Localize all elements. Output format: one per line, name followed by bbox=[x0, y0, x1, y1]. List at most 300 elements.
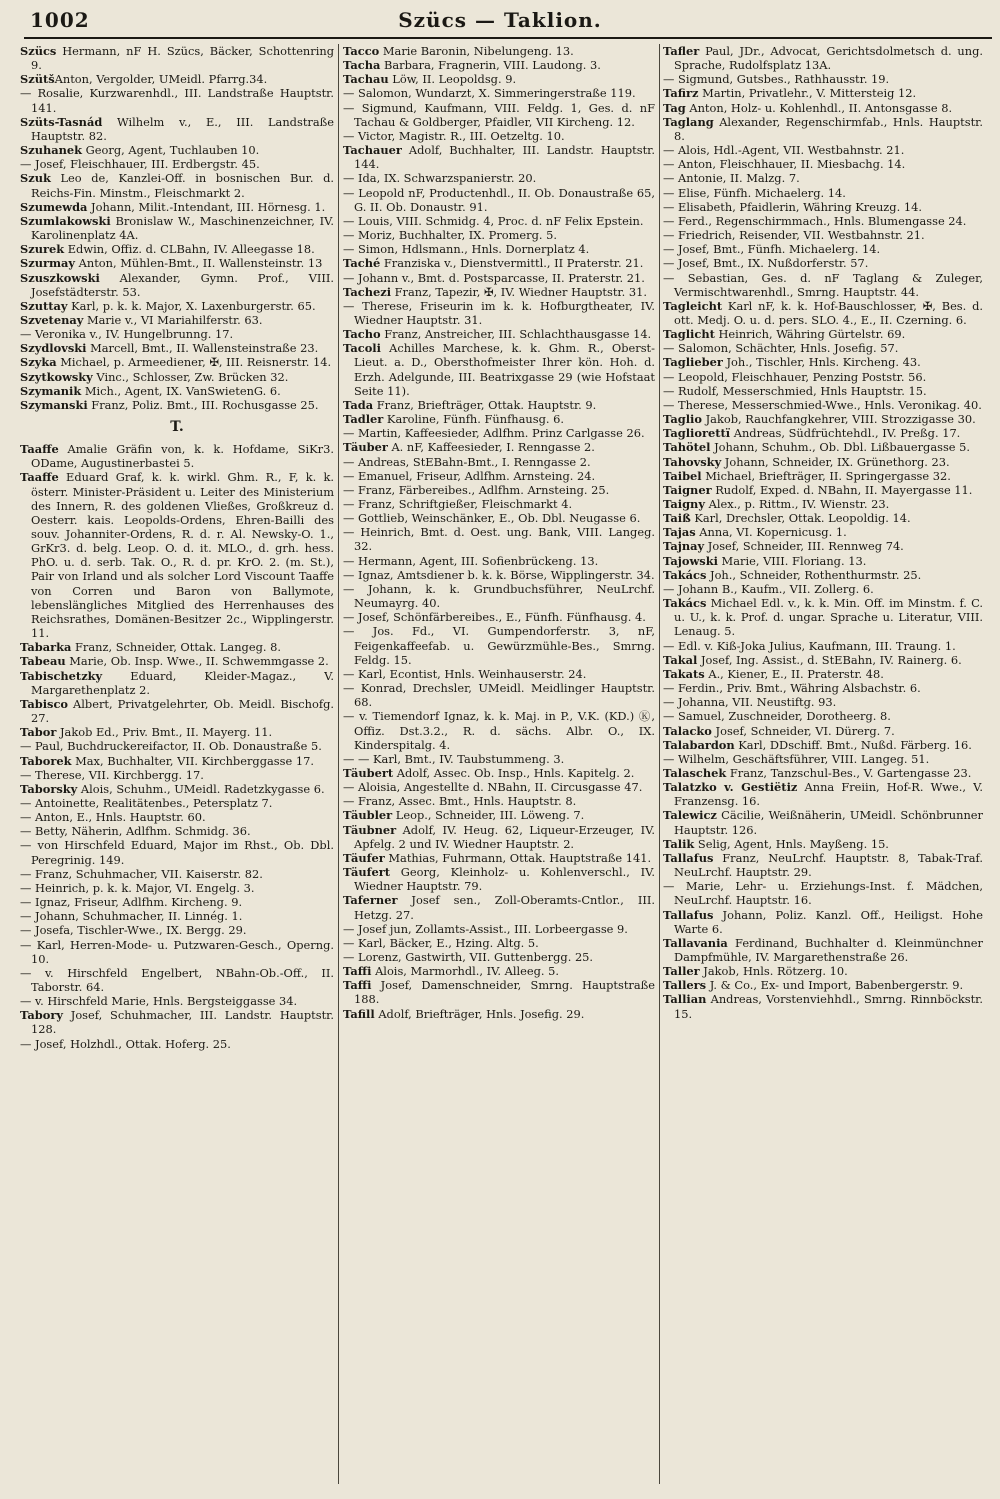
entry-surname: Täubert bbox=[343, 765, 394, 780]
directory-entry bbox=[20, 200, 334, 214]
directory-entry bbox=[20, 341, 334, 355]
entry-details: — Antoinette, Realitätenbes., Petersplatz 7. bbox=[20, 795, 273, 810]
directory-entry bbox=[663, 639, 983, 653]
entry-details: Achilles Marchese, k. k. Ghm. R., Oberst-Lieut. a. D., Obersthofmeister Ihrer kön. Hoh. d. Erzh. Adelgunde, III. Beatrixgasse 29 (wie Hofstaat Seite 11). bbox=[354, 341, 655, 398]
entry-details: Martin, Privatlehr., V. Mittersteig 12. bbox=[698, 86, 917, 101]
entry-details: Marie Baronin, Nibelungeng. 13. bbox=[379, 44, 574, 58]
entry-details: A. nF, Kaffeesieder, I. Renngasse 2. bbox=[387, 440, 595, 455]
entry-details: Josef, Damenschneider, Smrng. Hauptstraße 188. bbox=[354, 978, 655, 1007]
entry-surname: Tallavania bbox=[663, 935, 728, 950]
directory-entry bbox=[663, 72, 983, 86]
directory-entry bbox=[663, 455, 983, 469]
entry-details: Anna Freiin, Hof-R. Wwe., V. Franzensg. 16. bbox=[674, 780, 983, 809]
directory-entry bbox=[20, 313, 334, 327]
entry-details: — Franz, Schriftgießer, Fleischmarkt 4. bbox=[343, 497, 573, 511]
entry-details: Franz, Schneider, Ottak. Langeg. 8. bbox=[71, 640, 281, 655]
directory-entry bbox=[343, 780, 655, 794]
directory-entry bbox=[663, 398, 983, 412]
directory-entry bbox=[663, 752, 983, 766]
entry-details: — Therese, Friseurin im k. k. Hofburgtheater, IV. Wiedner Hauptstr. 31. bbox=[343, 298, 655, 327]
entry-details: — Louis, VIII. Schmidg. 4, Proc. d. nF Felix Epstein. bbox=[343, 213, 644, 228]
directory-entry bbox=[343, 72, 655, 86]
directory-entry bbox=[663, 780, 983, 808]
entry-surname: Talacko bbox=[663, 723, 712, 738]
entry-surname: Tafler bbox=[663, 44, 700, 58]
entry-surname: Tacho bbox=[343, 327, 381, 342]
directory-entry bbox=[20, 966, 334, 994]
directory-entry bbox=[20, 768, 334, 782]
directory-entry bbox=[663, 582, 983, 596]
entry-details: Franz, Briefträger, Ottak. Hauptstr. 9. bbox=[373, 397, 597, 412]
entry-details: — Anton, Fleischhauer, II. Miesbachg. 14. bbox=[663, 157, 906, 172]
entry-surname: Tada bbox=[343, 397, 374, 412]
entry-details: Max, Buchhalter, VII. Kirchberggasse 17. bbox=[71, 753, 314, 768]
entry-surname: Taglicht bbox=[663, 327, 715, 342]
directory-entry bbox=[663, 370, 983, 384]
directory-entry bbox=[343, 469, 655, 483]
directory-entry bbox=[343, 865, 655, 893]
directory-entry bbox=[663, 653, 983, 667]
entry-surname: Tallian bbox=[663, 992, 707, 1007]
directory-entry bbox=[343, 327, 655, 341]
entry-surname: Tachauer bbox=[343, 143, 402, 158]
entry-details: — Johanna, VII. Neustiftg. 93. bbox=[663, 695, 837, 710]
directory-entry bbox=[663, 596, 983, 638]
entry-details: Andreas, Vorstenviehhdl., Smrng. Rinnböckstr. 15. bbox=[674, 992, 983, 1021]
entry-details: — Karl, Econtist, Hnls. Weinhauserstr. 24. bbox=[343, 666, 587, 681]
directory-entry bbox=[663, 86, 983, 100]
entry-surname: Talewicz bbox=[663, 808, 717, 823]
entry-surname: Taglieber bbox=[663, 355, 723, 370]
entry-details: — Heinrich, Bmt. d. Oest. ung. Bank, VIII. Langeg. 32. bbox=[343, 525, 655, 554]
entry-surname: Szuhanek bbox=[20, 143, 83, 158]
entry-details: — Sigmund, Kaufmann, VIII. Feldg. 1, Ges. d. nF Tachau & Goldberger, Pfaidler, VII Kircheng. 12. bbox=[343, 100, 655, 129]
entry-surname: Szücs bbox=[20, 44, 57, 58]
directory-entry bbox=[20, 697, 334, 725]
entry-surname: Szyka bbox=[20, 355, 57, 370]
entry-details: — Franz, Färbereibes., Adlfhm. Arnsteing. 25. bbox=[343, 482, 610, 497]
directory-entry bbox=[343, 228, 655, 242]
directory-entry bbox=[663, 186, 983, 200]
entry-details: Wilhelm v., E., III. Landstraße Hauptstr. 82. bbox=[31, 114, 334, 143]
directory-entry bbox=[20, 299, 334, 313]
directory-entry bbox=[343, 525, 655, 553]
entry-details: Joh., Tischler, Hnls. Kircheng. 43. bbox=[722, 355, 921, 370]
entry-details: Anton, Mühlen-Bmt., II. Wallensteinstr. 13 bbox=[75, 256, 323, 271]
directory-entry bbox=[663, 115, 983, 143]
entry-surname: Tacco bbox=[343, 44, 380, 58]
entry-details: Cäcilie, Weißnäherin, UMeidl. Schönbrunner Hauptstr. 126. bbox=[674, 808, 983, 837]
entry-details: — Aloisia, Angestellte d. NBahn, II. Circusgasse 47. bbox=[343, 780, 643, 795]
entry-details: — Therese, VII. Kirchbergg. 17. bbox=[20, 767, 204, 782]
entry-details: Georg, Agent, Tuchlauben 10. bbox=[82, 143, 260, 158]
entry-details: Adolf, Buchhalter, III. Landstr. Hauptstr. 144. bbox=[354, 143, 655, 172]
entry-surname: Tafill bbox=[343, 1006, 375, 1021]
entry-surname: Tachezi bbox=[343, 284, 392, 299]
entry-surname: Täuber bbox=[343, 440, 388, 455]
directory-entry bbox=[663, 837, 983, 851]
directory-entry bbox=[663, 242, 983, 256]
directory-entry bbox=[663, 412, 983, 426]
entry-surname: Szurmay bbox=[20, 256, 76, 271]
entry-details: — Andreas, StEBahn-Bmt., I. Renngasse 2. bbox=[343, 454, 591, 469]
entry-details: Alois, Marmorhdl., IV. Alleeg. 5. bbox=[371, 964, 560, 979]
entry-details: Anton, Vergolder, UMeidl. Pfarrg.34. bbox=[54, 72, 268, 87]
entry-surname: Talabardon bbox=[663, 737, 735, 752]
directory-entry bbox=[343, 440, 655, 454]
directory-entry bbox=[343, 143, 655, 171]
running-head: Szücs — Taklion. bbox=[398, 8, 602, 32]
entry-details: Vinc., Schlosser, Zw. Brücken 32. bbox=[92, 369, 289, 384]
entry-details: — Samuel, Zuschneider, Dorotheerg. 8. bbox=[663, 709, 891, 724]
entry-surname: Szydlovski bbox=[20, 341, 87, 356]
entry-details: — Ignaz, Amtsdiener b. k. k. Börse, Wipplingerstr. 34. bbox=[343, 567, 655, 582]
entry-details: Adolf, Briefträger, Hnls. Josefig. 29. bbox=[374, 1006, 585, 1021]
directory-entry bbox=[20, 157, 334, 171]
entry-details: — Karl, Bäcker, E., Hzing. Altg. 5. bbox=[343, 935, 539, 950]
entry-details: — Josefa, Tischler-Wwe., IX. Bergg. 29. bbox=[20, 923, 247, 938]
entry-details: Alexander, Regenschirmfab., Hnls. Hauptstr. 8. bbox=[674, 114, 983, 143]
entry-details: — Simon, Hdlsmann., Hnls. Dornerplatz 4. bbox=[343, 242, 590, 257]
directory-entry bbox=[20, 725, 334, 739]
directory-entry bbox=[663, 157, 983, 171]
entry-details: — Hermann, Agent, III. Sofienbrückeng. 13. bbox=[343, 553, 599, 568]
entry-details: — Edl. v. Kiß-Joka Julius, Kaufmann, III. Traung. 1. bbox=[663, 638, 956, 653]
directory-entry bbox=[20, 398, 334, 412]
entry-surname: Szurek bbox=[20, 242, 65, 257]
entry-details: Alex., p. Rittm., IV. Wienstr. 23. bbox=[704, 497, 890, 511]
directory-entry bbox=[663, 738, 983, 752]
entry-details: — Josef jun, Zollamts-Assist., III. Lorbeergasse 9. bbox=[343, 921, 628, 936]
directory-entry bbox=[343, 214, 655, 228]
entry-surname: Tabisco bbox=[20, 696, 69, 711]
entry-details: Rudolf, Exped. d. NBahn, II. Mayergasse 11. bbox=[711, 482, 973, 497]
entry-surname: Szumlakowski bbox=[20, 213, 111, 228]
entry-details: — Ferdin., Priv. Bmt., Währing Alsbachstr. 6. bbox=[663, 681, 921, 696]
entry-details: — v. Hirschfeld Marie, Hnls. Bergsteiggasse 34. bbox=[20, 994, 298, 1009]
entry-details: Marcell, Bmt., II. Wallensteinstraße 23. bbox=[86, 341, 319, 356]
entry-surname: Tabarka bbox=[20, 640, 72, 655]
directory-entry bbox=[663, 171, 983, 185]
entry-details: — Lorenz, Gastwirth, VII. Guttenbergg. 25. bbox=[343, 950, 594, 964]
entry-details: Franz, Poliz. Bmt., III. Rochusgasse 25. bbox=[87, 397, 319, 412]
entry-surname: Tag bbox=[663, 100, 686, 115]
entry-details: — von Hirschfeld Eduard, Major im Rhst., Ob. Dbl. Peregrinig. 149. bbox=[20, 838, 334, 867]
entry-surname: Talik bbox=[663, 836, 695, 851]
entry-details: Jakob, Hnls. Rötzerg. 10. bbox=[699, 964, 848, 979]
directory-entry bbox=[343, 823, 655, 851]
entry-surname: Täufer bbox=[343, 850, 385, 865]
directory-entry bbox=[343, 242, 655, 256]
directory-entry bbox=[663, 539, 983, 553]
directory-entry bbox=[343, 341, 655, 398]
entry-surname: Taborsky bbox=[20, 781, 78, 796]
directory-entry bbox=[663, 964, 983, 978]
entry-details: — Franz, Assec. Bmt., Hnls. Hauptstr. 8. bbox=[343, 794, 577, 809]
entry-details: — Veronika v., IV. Hungelbrunng. 17. bbox=[20, 327, 234, 342]
directory-entry bbox=[343, 86, 655, 100]
entry-details: Franziska v., Dienstvermittl., II Praterstr. 21. bbox=[380, 256, 644, 271]
directory-entry bbox=[343, 497, 655, 511]
entry-surname: Tagliorettï bbox=[663, 426, 731, 441]
entry-surname: Tabeau bbox=[20, 654, 66, 669]
entry-details: Anton, Holz- u. Kohlenhdl., II. Antonsgasse 8. bbox=[685, 100, 953, 115]
entry-details: — Therese, Messerschmied-Wwe., Hnls. Veronikag. 40. bbox=[663, 397, 982, 412]
entry-details: — Emanuel, Friseur, Adlfhm. Arnsteing. 24. bbox=[343, 468, 596, 483]
entry-surname: Taferner bbox=[343, 893, 398, 908]
directory-entry bbox=[343, 271, 655, 285]
section-letter: T. bbox=[170, 419, 184, 436]
entry-details: — Josef, Fleischhauer, III. Erdbergstr. 45. bbox=[20, 157, 260, 172]
entry-details: — Johann v., Bmt. d. Postsparcasse, II. Praterstr. 21. bbox=[343, 270, 645, 285]
entry-details: — Konrad, Drechsler, UMeidl. Meidlinger Hauptstr. 68. bbox=[343, 681, 655, 710]
directory-entry bbox=[343, 681, 655, 709]
entry-details: Eduard, Kleider-Magaz., V. Margarethenplatz 2. bbox=[31, 668, 334, 697]
entry-details: Eduard Graf, k. k. wirkl. Ghm. R., F, k. k. österr. Minister-Präsident u. Leiter des Ministerium des Innern, R. des goldenen Vließes, Großkreuz d. Oesterr. kais. Leopolds-Ordens, Ehren-Bailli des souv. Johanniter-Ordens, R. d. r. Al. Newsky-O. 1., GrKr3. d. belg. Leop. O. d. it. MLO., d. grh. hess. PhO. u. d. serb. Tak. O., R. d. pr. KrO. 2. (m. St.), Pair von Irland und als solcher Lord Viscount Taaffe von Corren und Baron von Ballymote, lebenslängliches Mitglied des Herrenhauses des Reichsrathes, Domänen-Besitzer 2c., Wipplingerstr. 11. bbox=[31, 470, 334, 641]
entry-details: — Sigmund, Gutsbes., Rathhausstr. 19. bbox=[663, 72, 890, 87]
entry-details: — Antonie, II. Malzg. 7. bbox=[663, 171, 800, 186]
directory-entry bbox=[343, 568, 655, 582]
directory-entry bbox=[20, 640, 334, 654]
entry-details: — v. Hirschfeld Engelbert, NBahn-Ob.-Off., II. Taborstr. 64. bbox=[20, 965, 334, 994]
entry-details: — Salomon, Schächter, Hnls. Josefig. 57. bbox=[663, 341, 899, 356]
directory-entry bbox=[343, 44, 655, 58]
entry-surname: Szymanik bbox=[20, 383, 82, 398]
entry-details: — v. Tiemendorf Ignaz, k. k. Maj. in P., V.K. (KD.) Ⓚ, Offiz. Dst.3.2., R. d. sächs. Albr. O., IX. Kinderspitalg. 4. bbox=[343, 709, 655, 752]
directory-entry bbox=[343, 766, 655, 780]
entry-surname: Taaffe bbox=[20, 442, 59, 457]
entry-details: Franz, Tanzschul-Bes., V. Gartengasse 23. bbox=[726, 765, 972, 780]
directory-entry bbox=[20, 810, 334, 824]
directory-entry bbox=[343, 455, 655, 469]
entry-details: — Rudolf, Messerschmied, Hnls Hauptstr. 15. bbox=[663, 383, 927, 398]
directory-entry bbox=[20, 796, 334, 810]
entry-details: Jakob, Rauchfangkehrer, VIII. Strozzigasse 30. bbox=[701, 412, 976, 427]
entry-details: Leop., Schneider, III. Löweng. 7. bbox=[392, 808, 585, 823]
directory-entry bbox=[663, 200, 983, 214]
directory-entry bbox=[663, 992, 983, 1020]
entry-surname: Tafirz bbox=[663, 86, 699, 101]
directory-entry bbox=[343, 1007, 655, 1021]
entry-details: Johann, Schneider, IX. Grünethorg. 23. bbox=[721, 454, 950, 469]
entry-surname: Szuk bbox=[20, 171, 51, 186]
entry-details: Löw, II. Leopoldsg. 9. bbox=[388, 72, 517, 87]
directory-entry bbox=[663, 525, 983, 539]
entry-details: Michael, Briefträger, II. Springergasse 32. bbox=[701, 468, 951, 483]
directory-entry bbox=[20, 72, 334, 86]
directory-entry bbox=[343, 171, 655, 185]
directory-entry bbox=[343, 978, 655, 1006]
directory-entry bbox=[663, 667, 983, 681]
directory-entry bbox=[343, 922, 655, 936]
directory-entry bbox=[343, 808, 655, 822]
column-3 bbox=[663, 44, 983, 1484]
entry-details: — Moriz, Buchhalter, IX. Promerg. 5. bbox=[343, 228, 558, 243]
directory-entry bbox=[20, 214, 334, 242]
entry-details: Michael Edl. v., k. k. Min. Off. im Minstm. f. C. u. U., k. k. Prof. d. ungar. Sprache u. Literatur, VIII. Lenaug. 5. bbox=[674, 596, 983, 639]
entry-details: Barbara, Fragnerin, VIII. Laudong. 3. bbox=[380, 58, 601, 73]
entry-surname: Tacoli bbox=[343, 341, 381, 356]
entry-surname: Tadler bbox=[343, 412, 384, 427]
entry-surname: Taglio bbox=[663, 412, 702, 427]
entry-surname: Tahötel bbox=[663, 440, 711, 455]
entry-surname: Szüts-Tasnád bbox=[20, 114, 103, 129]
directory-entry bbox=[20, 881, 334, 895]
entry-details: — Friedrich, Reisender, VII. Westbahnstr. 21. bbox=[663, 228, 925, 243]
directory-entry bbox=[20, 782, 334, 796]
directory-entry bbox=[343, 709, 655, 751]
directory-entry bbox=[343, 285, 655, 299]
directory-entry bbox=[20, 895, 334, 909]
entry-details: — Ignaz, Friseur, Adlfhm. Kircheng. 9. bbox=[20, 895, 243, 910]
directory-entry bbox=[343, 398, 655, 412]
entry-details: — Jos. Fd., VI. Gumpendorferstr. 3, nF, Feigenkaffeefab. u. Gewürzmühle-Bes., Smrng. Feldg. 15. bbox=[343, 624, 655, 667]
entry-details: — Rosalie, Kurzwarenhdl., III. Landstraße Hauptstr. 141. bbox=[20, 86, 334, 115]
entry-surname: Takats bbox=[663, 666, 705, 681]
entry-details: Jakob Ed., Priv. Bmt., II. Mayerg. 11. bbox=[56, 725, 273, 740]
entry-details: — Elisabeth, Pfaidlerin, Währing Kreuzg. 14. bbox=[663, 199, 922, 214]
directory-entry bbox=[343, 554, 655, 568]
entry-surname: Täubner bbox=[343, 822, 397, 837]
entry-details: Karl, Drechsler, Ottak. Leopoldig. 14. bbox=[690, 511, 911, 526]
entry-details: Paul, JDr., Advocat, Gerichtsdolmetsch d. ung. Sprache, Rudolfsplatz 13A. bbox=[674, 44, 983, 73]
directory-entry bbox=[663, 978, 983, 992]
entry-surname: Szuttay bbox=[20, 298, 68, 313]
directory-entry bbox=[20, 654, 334, 668]
directory-entry bbox=[20, 739, 334, 753]
entry-details: Heinrich, Währing Gürtelstr. 69. bbox=[714, 327, 906, 342]
entry-details: Johann, Poliz. Kanzl. Off., Heiligst. Hohe Warte 6. bbox=[674, 907, 983, 936]
directory-entry bbox=[343, 582, 655, 610]
entry-details: Georg, Kleinholz- u. Kohlenverschl., IV. Wiedner Hauptstr. 79. bbox=[354, 865, 655, 894]
directory-entry bbox=[20, 938, 334, 966]
entry-surname: Tacha bbox=[343, 58, 381, 73]
entry-surname: Taché bbox=[343, 256, 381, 271]
directory-entry bbox=[20, 384, 334, 398]
entry-details: Alois, Schuhm., UMeidl. Radetzkygasse 6. bbox=[77, 781, 325, 796]
entry-details: Amalie Gräfin von, k. k. Hofdame, SiKr3. ODame, Augustinerbastei 5. bbox=[31, 442, 334, 471]
entry-details: Karl, p. k. k. Major, X. Laxenburgerstr. 65. bbox=[67, 298, 316, 313]
directory-entry bbox=[663, 228, 983, 242]
entry-surname: Taffi bbox=[343, 978, 372, 993]
directory-entry bbox=[343, 936, 655, 950]
entry-details: — Josef, Bmt., Fünfh. Michaelerg. 14. bbox=[663, 242, 881, 257]
entry-surname: Taigner bbox=[663, 482, 712, 497]
directory-entry bbox=[20, 838, 334, 866]
entry-surname: Taborek bbox=[20, 753, 72, 768]
entry-details: Leo de, Kanzlei-Off. in bosnischen Bur. d. Reichs-Fin. Minstm., Fleischmarkt 2. bbox=[31, 171, 334, 200]
directory-entry bbox=[663, 44, 983, 72]
directory-entry bbox=[663, 709, 983, 723]
directory-entry bbox=[343, 950, 655, 964]
entry-surname: Tabory bbox=[20, 1008, 63, 1023]
directory-entry bbox=[663, 851, 983, 879]
entry-details: Franz, Tapezir, ✠, IV. Wiedner Hauptstr. 31. bbox=[391, 284, 647, 299]
directory-entry bbox=[663, 440, 983, 454]
header-rule bbox=[24, 37, 992, 39]
entry-details: — Victor, Magistr. R., III. Oetzeltg. 10. bbox=[343, 128, 565, 143]
directory-entry bbox=[343, 610, 655, 624]
entry-surname: Tallafus bbox=[663, 850, 714, 865]
entry-details: Adolf, Assec. Ob. Insp., Hnls. Kapitelg. 2. bbox=[393, 765, 635, 780]
column-2 bbox=[343, 44, 655, 1484]
directory-entry bbox=[20, 271, 334, 299]
entry-surname: Szuszkowski bbox=[20, 270, 100, 285]
entry-surname: Taglang bbox=[663, 114, 714, 129]
entry-surname: Szütš bbox=[20, 72, 55, 87]
directory-entry bbox=[343, 511, 655, 525]
directory-entry bbox=[20, 115, 334, 143]
column-1 bbox=[20, 44, 334, 1484]
entry-details: — Josef, Bmt., IX. Nußdorferstr. 57. bbox=[663, 256, 869, 271]
entry-details: — Elise, Fünfh. Michaelerg. 14. bbox=[663, 185, 846, 200]
entry-details: — Heinrich, p. k. k. Major, VI. Engelg. 3. bbox=[20, 880, 255, 895]
directory-entry bbox=[663, 554, 983, 568]
directory-entry bbox=[20, 994, 334, 1008]
directory-entry bbox=[663, 101, 983, 115]
entry-surname: Taigny bbox=[663, 497, 705, 511]
entry-surname: Taibel bbox=[663, 468, 702, 483]
entry-details: — Ferd., Regenschirmmach., Hnls. Blumengasse 24. bbox=[663, 213, 967, 228]
entry-surname: Tallafus bbox=[663, 907, 714, 922]
directory-entry bbox=[343, 752, 655, 766]
directory-entry bbox=[20, 669, 334, 697]
entry-surname: Tahovsky bbox=[663, 454, 722, 469]
directory-entry bbox=[20, 824, 334, 838]
entry-surname: Taiß bbox=[663, 511, 691, 526]
entry-details: Michael, p. Armeediener, ✠, III. Reisnerstr. 14. bbox=[56, 355, 332, 370]
directory-entry bbox=[20, 867, 334, 881]
entry-surname: Takal bbox=[663, 652, 698, 667]
entry-details: Johann, Schuhm., Ob. Dbl. Lißbauergasse 5. bbox=[710, 440, 971, 455]
entry-details: Marie v., VI Mariahilferstr. 63. bbox=[83, 312, 263, 327]
entry-surname: Taaffe bbox=[20, 470, 59, 485]
entry-details: Alexander, Gymn. Prof., VIII. Josefstädterstr. 53. bbox=[31, 270, 334, 299]
entry-details: J. & Co., Ex- und Import, Babenbergerstr. 9. bbox=[706, 978, 964, 993]
entry-surname: Takács bbox=[663, 596, 707, 611]
directory-entry bbox=[663, 355, 983, 369]
entry-details: Andreas, Südfrüchtehdl., IV. Preßg. 17. bbox=[730, 426, 961, 441]
entry-details: Selig, Agent, Hnls. Mayßeng. 15. bbox=[694, 836, 889, 851]
directory-entry bbox=[663, 214, 983, 228]
directory-entry bbox=[663, 384, 983, 398]
entry-details: Josef, Ing. Assist., d. StEBahn, IV. Rainerg. 6. bbox=[697, 652, 962, 667]
entry-details: — Alois, Hdl.-Agent, VII. Westbahnstr. 21. bbox=[663, 143, 905, 158]
directory-entry bbox=[663, 681, 983, 695]
entry-surname: Täufert bbox=[343, 865, 391, 880]
directory-entry bbox=[663, 469, 983, 483]
column-divider bbox=[338, 44, 339, 1484]
entry-surname: Tajowski bbox=[663, 553, 718, 568]
directory-entry bbox=[20, 923, 334, 937]
entry-details: Hermann, nF H. Szücs, Bäcker, Schottenring 9. bbox=[31, 44, 334, 73]
entry-details: — Josef, Schönfärbereibes., E., Fünfh. Fünfhausg. 4. bbox=[343, 610, 646, 625]
entry-surname: Szvetenay bbox=[20, 312, 84, 327]
directory-entry bbox=[20, 442, 334, 470]
entry-details: Ferdinand, Buchhalter d. Kleinmünchner Dampfmühle, IV. Margarethenstraße 26. bbox=[674, 935, 983, 964]
entry-details: — Karl, Herren-Mode- u. Putzwaren-Gesch., Operng. 10. bbox=[20, 937, 334, 966]
entry-surname: Talatzko v. Gestiëtiz bbox=[663, 780, 798, 795]
entry-details: Karoline, Fünfh. Fünfhausg. 6. bbox=[383, 412, 565, 427]
entry-details: — Wilhelm, Geschäftsführer, VIII. Langeg. 51. bbox=[663, 751, 930, 766]
directory-entry bbox=[20, 355, 334, 369]
directory-entry bbox=[663, 256, 983, 270]
entry-details: — Salomon, Wundarzt, X. Simmeringerstraße 119. bbox=[343, 86, 636, 101]
entry-surname: Szymanski bbox=[20, 397, 88, 412]
entry-details: Josef, Schuhmacher, III. Landstr. Hauptstr. 128. bbox=[31, 1008, 334, 1037]
entry-details: Josef, Schneider, III. Rennweg 74. bbox=[704, 539, 904, 554]
column-divider bbox=[659, 44, 660, 1484]
